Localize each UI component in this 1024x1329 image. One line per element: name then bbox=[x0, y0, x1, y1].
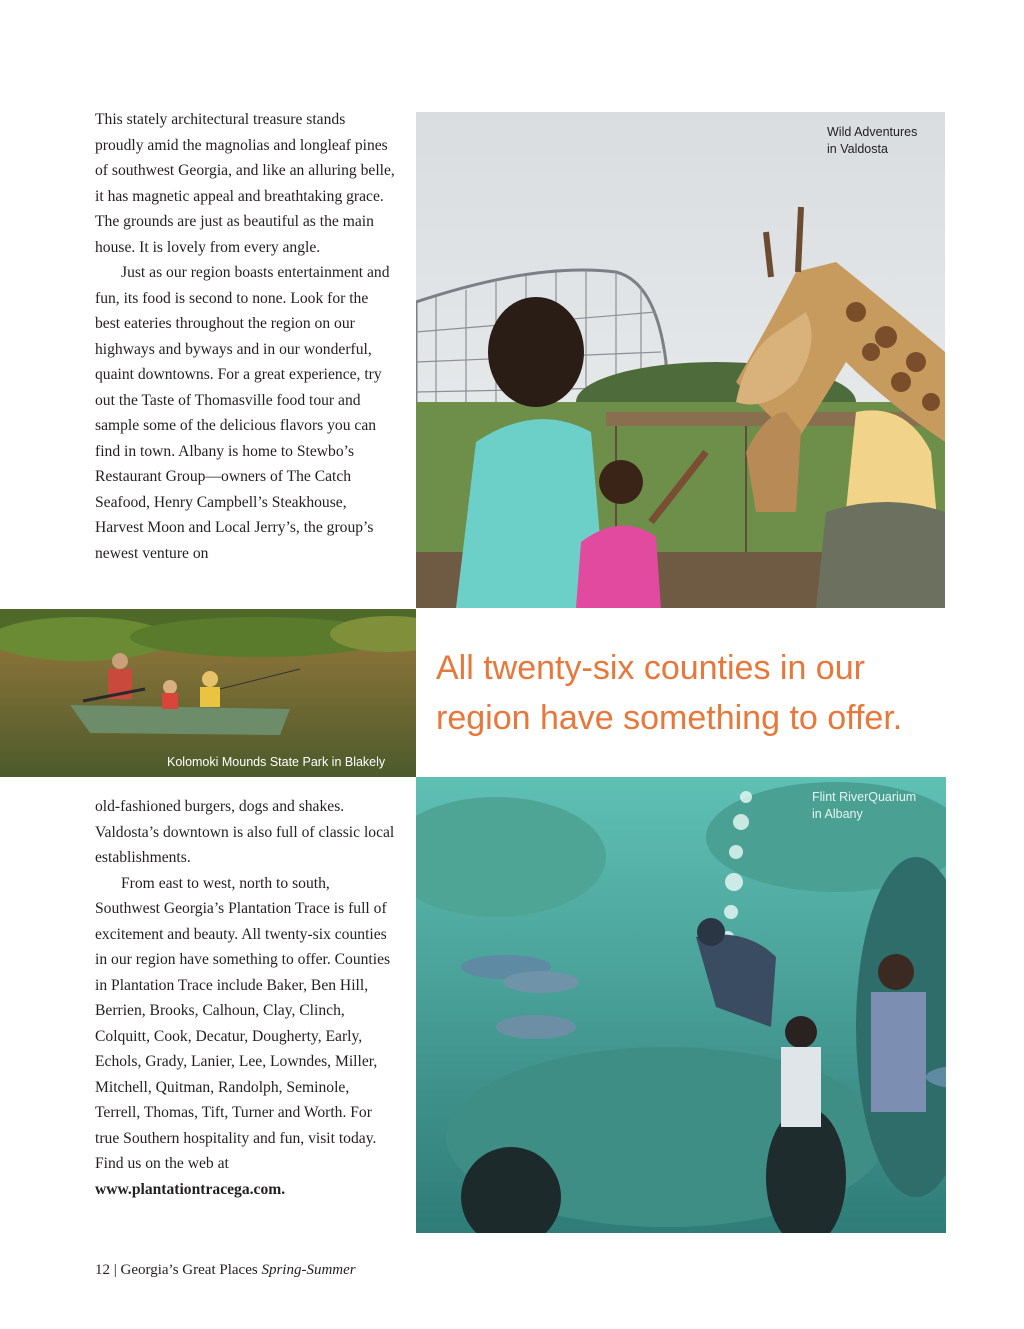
photo-caption: Kolomoki Mounds State Park in Blakely bbox=[167, 755, 386, 769]
pull-quote-line: region have something to offer. bbox=[436, 699, 903, 737]
paragraph: old-fashioned burgers, dogs and shakes. Valdosta’s downtown is also full of classic local establishments. bbox=[95, 798, 395, 866]
paragraph: This stately architectural treasure stands proudly amid the magnolias and longleaf pines of southwest Georgia, and like an alluring belle, it has magnetic appeal and breathtaking grace. The grounds are just as beautiful as the main house. It is lovely from every angle. bbox=[95, 111, 395, 256]
caption-line: in Valdosta bbox=[827, 142, 888, 156]
caption-line: Wild Adventures bbox=[827, 125, 918, 139]
caption-line: Flint RiverQuarium bbox=[812, 790, 917, 804]
photo-caption bbox=[812, 789, 916, 823]
article-column-1 bbox=[95, 107, 395, 566]
page-number: 12 bbox=[95, 1262, 110, 1278]
photo-caption bbox=[827, 124, 917, 158]
pull-quote-line: All twenty-six counties in our bbox=[436, 649, 865, 687]
caption-line: in Albany bbox=[812, 807, 863, 821]
website-link[interactable]: www.plantationtracega.com. bbox=[95, 1180, 286, 1198]
page-footer bbox=[95, 1262, 356, 1279]
pull-quote bbox=[436, 643, 996, 743]
paragraph-text: From east to west, north to south, Southwest Georgia’s Plantation Trace is full of excitement and beauty. All twenty-six counties in our region have something to offer. Counties in Plantation Trace include Baker, Ben Hill, Berrien, Brooks, Calhoun, Clay, Clinch, Colquitt, Cook, Decatur, Dougherty, Early, Echols, Grady, Lanier, Lee, Lowndes, Miller, Mitchell, Quitman, Randolph, Seminole, Terrell, Thomas, Tift, Turner and Worth. For true Southern hospitality and fun, visit today. Find us on the web at bbox=[95, 874, 391, 1172]
footer-separator: | bbox=[113, 1262, 117, 1278]
paragraph: Just as our region boasts entertainment and fun, its food is second to none. Look for the best eateries throughout the region on our highways and byways and in our wonderful, quaint downtowns. For a great experience, try out the Taste of Thomasville food tour and sample some of the delicious flavors you can find in town. Albany is home to Stewbo’s Restaurant Group—owners of The Catch Seafood, Henry Campbell’s Steakhouse, Harvest Moon and Local Jerry’s, the group’s newest venture on bbox=[95, 264, 390, 562]
article-column-2 bbox=[95, 794, 395, 1202]
publication-name: Georgia’s Great Places bbox=[120, 1262, 258, 1278]
paragraph bbox=[95, 871, 395, 1203]
issue-name: Spring-Summer bbox=[261, 1262, 356, 1278]
kolomoki-canoe-photo bbox=[0, 609, 416, 777]
flint-riverquarium-photo bbox=[416, 777, 946, 1233]
wild-adventures-photo bbox=[416, 112, 945, 608]
